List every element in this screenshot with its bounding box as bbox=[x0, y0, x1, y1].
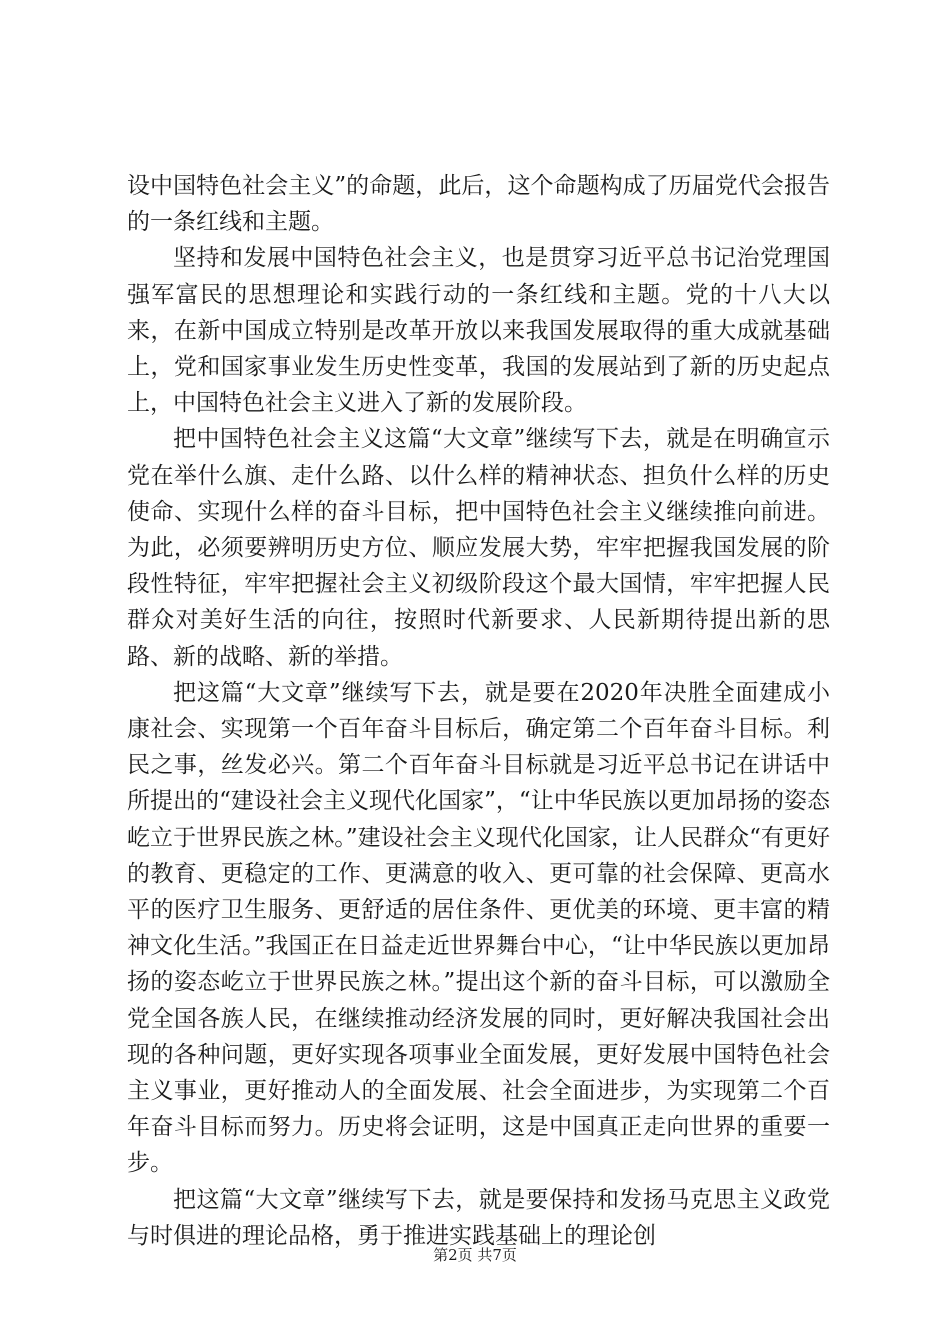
paragraph: 把中国特色社会主义这篇“大文章”继续写下去，就是在明确宣示党在举什么旗、走什么路、以什么样的精神状态、担负什么样的历史使命、实现什么样的奋斗目标，把中国特色社会主义继续推向前进。为此，必须要辨明历史方位、顺应发展大势，牢牢把握我国发展的阶段性特征，牢牢把握社会主义初级阶段这个最大国情，牢牢把握人民群众对美好生活的向往，按照时代新要求、人民新期待提出新的思路、新的战略、新的举措。 bbox=[127, 426, 830, 670]
paragraph: 坚持和发展中国特色社会主义，也是贯穿习近平总书记治党理国强军富民的思想理论和实践行动的一条红线和主题。党的十八大以来，在新中国成立特别是改革开放以来我国发展取得的重大成就基础上，党和国家事业发生历史性变革，我国的发展站到了新的历史起点上，中国特色社会主义进入了新的发展阶段。 bbox=[127, 245, 830, 417]
page-number-footer: 第2页 共7页 bbox=[433, 1246, 517, 1264]
document-body bbox=[127, 168, 830, 1254]
paragraph-continuation: 设中国特色社会主义”的命题，此后，这个命题构成了历届党代会报告的一条红线和主题。 bbox=[127, 173, 830, 236]
paragraph: 把这篇“大文章”继续写下去，就是要保持和发扬马克思主义政党与时俱进的理论品格，勇于推进实践基础上的理论创 bbox=[127, 1186, 830, 1249]
paragraph: 把这篇“大文章”继续写下去，就是要在2020年决胜全面建成小康社会、实现第一个百年奋斗目标后，确定第二个百年奋斗目标。利民之事，丝发必兴。第二个百年奋斗目标就是习近平总书记在讲话中所提出的“建设社会主义现代化国家”，“让中华民族以更加昂扬的姿态屹立于世界民族之林。”建设社会主义现代化国家，让人民群众“有更好的教育、更稳定的工作、更满意的收入、更可靠的社会保障、更高水平的医疗卫生服务、更舒适的居住条件、更优美的环境、更丰富的精神文化生活。”我国正在日益走近世界舞台中心，“让中华民族以更加昂扬的姿态屹立于世界民族之林。”提出这个新的奋斗目标，可以激励全党全国各族人民，在继续推动经济发展的同时，更好解决我国社会出现的各种问题，更好实现各项事业全面发展，更好发展中国特色社会主义事业，更好推动人的全面发展、社会全面进步，为实现第二个百年奋斗目标而努力。历史将会证明，这是中国真正走向世界的重要一步。 bbox=[127, 679, 830, 1177]
